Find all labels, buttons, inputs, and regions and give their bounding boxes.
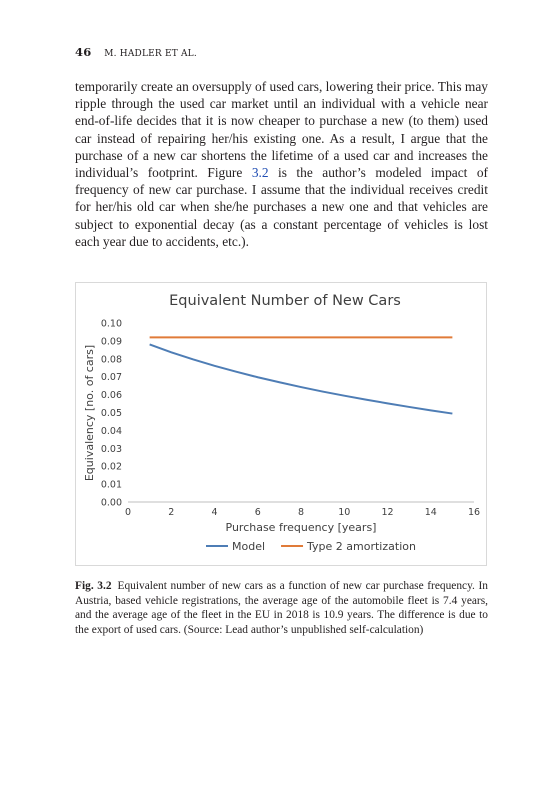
running-head-authors: M. HADLER ET AL.: [104, 49, 197, 59]
body-text-part-2: is the author’s modeled impact of frequency of new car purchase. I assume that the individual receives credit for her/his old car when she/he purchases a new one and that vehicles are subject to exponential decay (as a constant percentage of vehicles is lost each year due to accidents, etc.).: [75, 165, 488, 249]
body-paragraph: [75, 78, 488, 250]
figure-caption: [75, 579, 488, 638]
legend-label-1: Model: [232, 540, 266, 553]
x-tick-label: 0: [124, 507, 132, 518]
figure-reference-link[interactable]: 3.2: [251, 165, 269, 181]
y-axis: [101, 319, 122, 509]
y-tick-label: 0.10: [100, 318, 122, 330]
y-tick-label: 0.01: [100, 479, 122, 491]
x-tick-label: 2: [168, 507, 175, 518]
x-tick-label: 4: [211, 507, 218, 518]
x-tick-label: 12: [381, 507, 394, 518]
running-header: [75, 45, 197, 59]
page-number: 46: [75, 45, 92, 59]
y-tick-label: 0.07: [100, 372, 122, 384]
y-tick-label: 0.03: [100, 443, 122, 455]
x-tick-label: 16: [467, 507, 481, 518]
caption-label: Fig. 3.2: [75, 580, 112, 592]
chart-frame: [75, 282, 487, 566]
plot-area: [150, 337, 453, 413]
x-tick-label: 6: [254, 507, 261, 518]
y-tick-label: 0.09: [100, 336, 122, 348]
caption-text: Equivalent number of new cars as a function of new car purchase frequency. In Austria, based vehicle registrations, the average age of the automobile fleet is 7.4 years, and the average age of the fleet in the EU in 2018 is 10.9 years. The difference is due to the export of used cars. (Source: Lead author’s unpublished self-calculation): [75, 580, 488, 637]
chart-title: Equivalent Number of New Cars: [169, 293, 401, 309]
y-tick-label: 0.02: [100, 461, 122, 473]
x-axis: [125, 507, 480, 518]
y-tick-label: 0.00: [100, 497, 122, 509]
y-tick-label: 0.06: [100, 390, 122, 402]
y-tick-label: 0.05: [100, 408, 122, 419]
x-tick-label: 10: [338, 507, 351, 518]
y-tick-label: 0.08: [100, 354, 122, 366]
legend-label-2: Type 2 amortization: [307, 540, 416, 553]
y-axis-label: Equivalency [no. of cars]: [83, 344, 96, 482]
y-tick-label: 0.04: [100, 425, 122, 437]
x-tick-label: 8: [297, 507, 305, 518]
x-axis-label: Purchase frequency [years]: [225, 521, 377, 534]
x-tick-label: 14: [424, 507, 437, 518]
body-text-part-1: temporarily create an oversupply of used cars, lowering their price. This may ripple through the used car market until an individual with a vehicle near end-of-life decides that it is now cheaper to purchase a new (to them) used car instead of repairing her/his existing one. As a result, I argue that the purchase of a new car shortens the lifetime of a used car and increases the individual’s footprint. Figure: [75, 79, 488, 181]
line-chart: [76, 283, 486, 565]
series-line-1: [150, 344, 453, 413]
legend: [206, 540, 416, 553]
